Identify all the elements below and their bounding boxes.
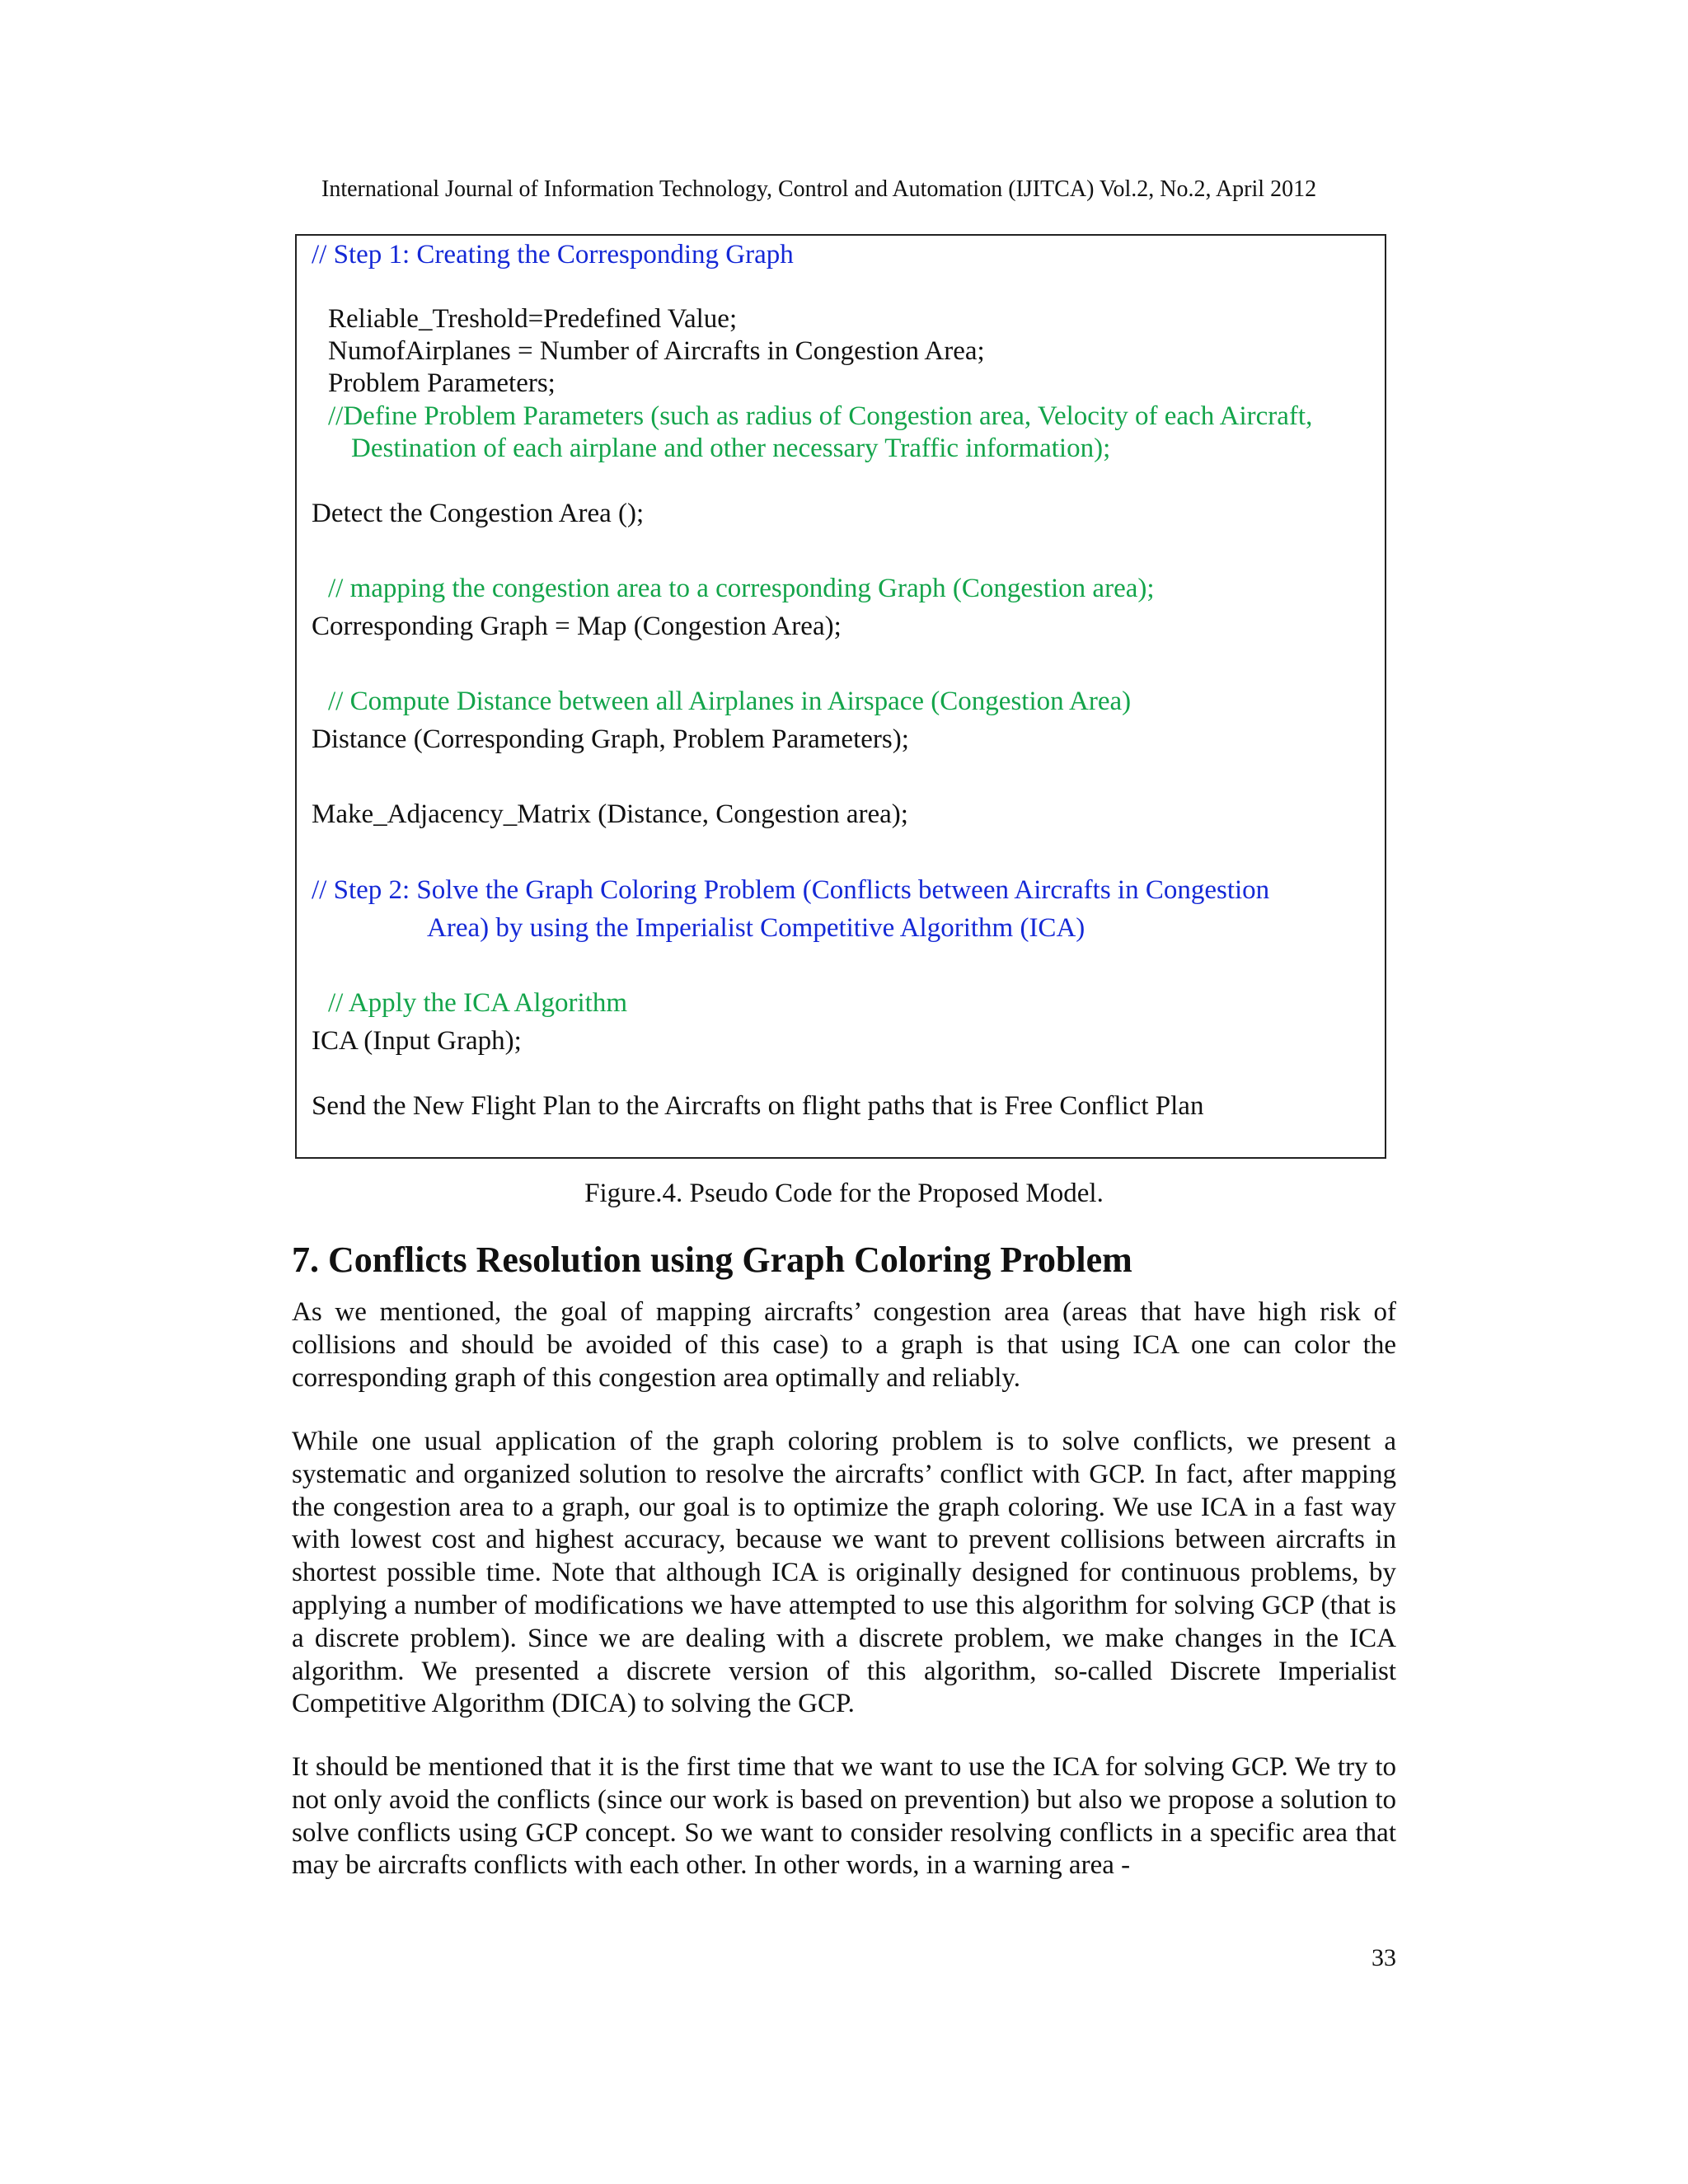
code-line-reliable-threshold: Reliable_Treshold=Predefined Value; (328, 304, 738, 334)
comment-define-parameters-cont: Destination of each airplane and other necessary Traffic information); (351, 434, 1111, 463)
section-heading: 7. Conflicts Resolution using Graph Coloring Problem (292, 1240, 1132, 1280)
paragraph-2: While one usual application of the graph coloring problem is to solve conflicts, we present a systematic and organized solution to resolve the aircrafts’ conflict with GCP. In fact, after mapping the congestion area to a graph, our goal is to optimize the graph coloring. We use ICA in a fast way with lowest cost and highest accuracy, because we want to prevent collisions between aircrafts in shortest possible time. Note that although ICA is originally designed for continuous problems, by applying a number of modifications we have attempted to use this algorithm for solving GCP (that is a discrete problem). Since we are dealing with a discrete problem, we make changes in the ICA algorithm. We presented a discrete version of this algorithm, so-called Discrete Imperialist Competitive Algorithm (DICA) to solving the GCP. (292, 1427, 1396, 1719)
comment-define-parameters: //Define Problem Parameters (such as radius of Congestion area, Velocity of each Aircraft, (328, 401, 1313, 431)
code-line-distance: Distance (Corresponding Graph, Problem Parameters); (312, 724, 909, 754)
code-line-num-airplanes: NumofAirplanes = Number of Aircrafts in Congestion Area; (328, 336, 985, 366)
figure-caption-text: Figure.4. Pseudo Code for the Proposed Model. (584, 1179, 1104, 1208)
comment-compute-distance: // Compute Distance between all Airplanes in Airspace (Congestion Area) (328, 687, 1132, 716)
paragraph-1: As we mentioned, the goal of mapping aircrafts’ congestion area (areas that have high risk of collisions and should be avoided of this case) to a graph is that using ICA one can color the corresponding graph of this congestion area optimally and reliably. (292, 1297, 1396, 1393)
paragraph-3: It should be mentioned that it is the first time that we want to use the ICA for solving GCP. We try to not only avoid the conflicts (since our work is based on prevention) but also we propose a solution to solve conflicts using GCP concept. So we want to consider resolving conflicts in a specific area that may be aircrafts conflicts with each other. In other words, in a warning area - (292, 1752, 1396, 1881)
code-line-ica: ICA (Input Graph); (312, 1026, 522, 1056)
code-line-problem-parameters: Problem Parameters; (328, 368, 556, 398)
step1-comment: // Step 1: Creating the Corresponding Graph (312, 240, 794, 269)
code-line-map: Corresponding Graph = Map (Congestion Area); (312, 612, 842, 641)
step2-comment-cont: Area) by using the Imperialist Competitive Algorithm (ICA) (427, 913, 1085, 943)
step2-comment: // Step 2: Solve the Graph Coloring Problem (Conflicts between Aircrafts in Congestion (312, 875, 1270, 905)
code-line-send-flight-plan: Send the New Flight Plan to the Aircrafts on flight paths that is Free Conflict Plan (312, 1091, 1204, 1121)
figure-caption (0, 1177, 1688, 1210)
code-line-detect-congestion: Detect the Congestion Area (); (312, 499, 645, 528)
pseudo-code-figure (295, 234, 1386, 1159)
page-number: 33 (1372, 1944, 1396, 1971)
comment-apply-ica: // Apply the ICA Algorithm (328, 988, 628, 1018)
code-line-adjacency-matrix: Make_Adjacency_Matrix (Distance, Congestion area); (312, 799, 908, 829)
journal-header: International Journal of Information Technology, Control and Automation (IJITCA) Vol.2, No.2, April 2012 (321, 176, 1317, 202)
comment-mapping: // mapping the congestion area to a corresponding Graph (Congestion area); (328, 574, 1155, 603)
